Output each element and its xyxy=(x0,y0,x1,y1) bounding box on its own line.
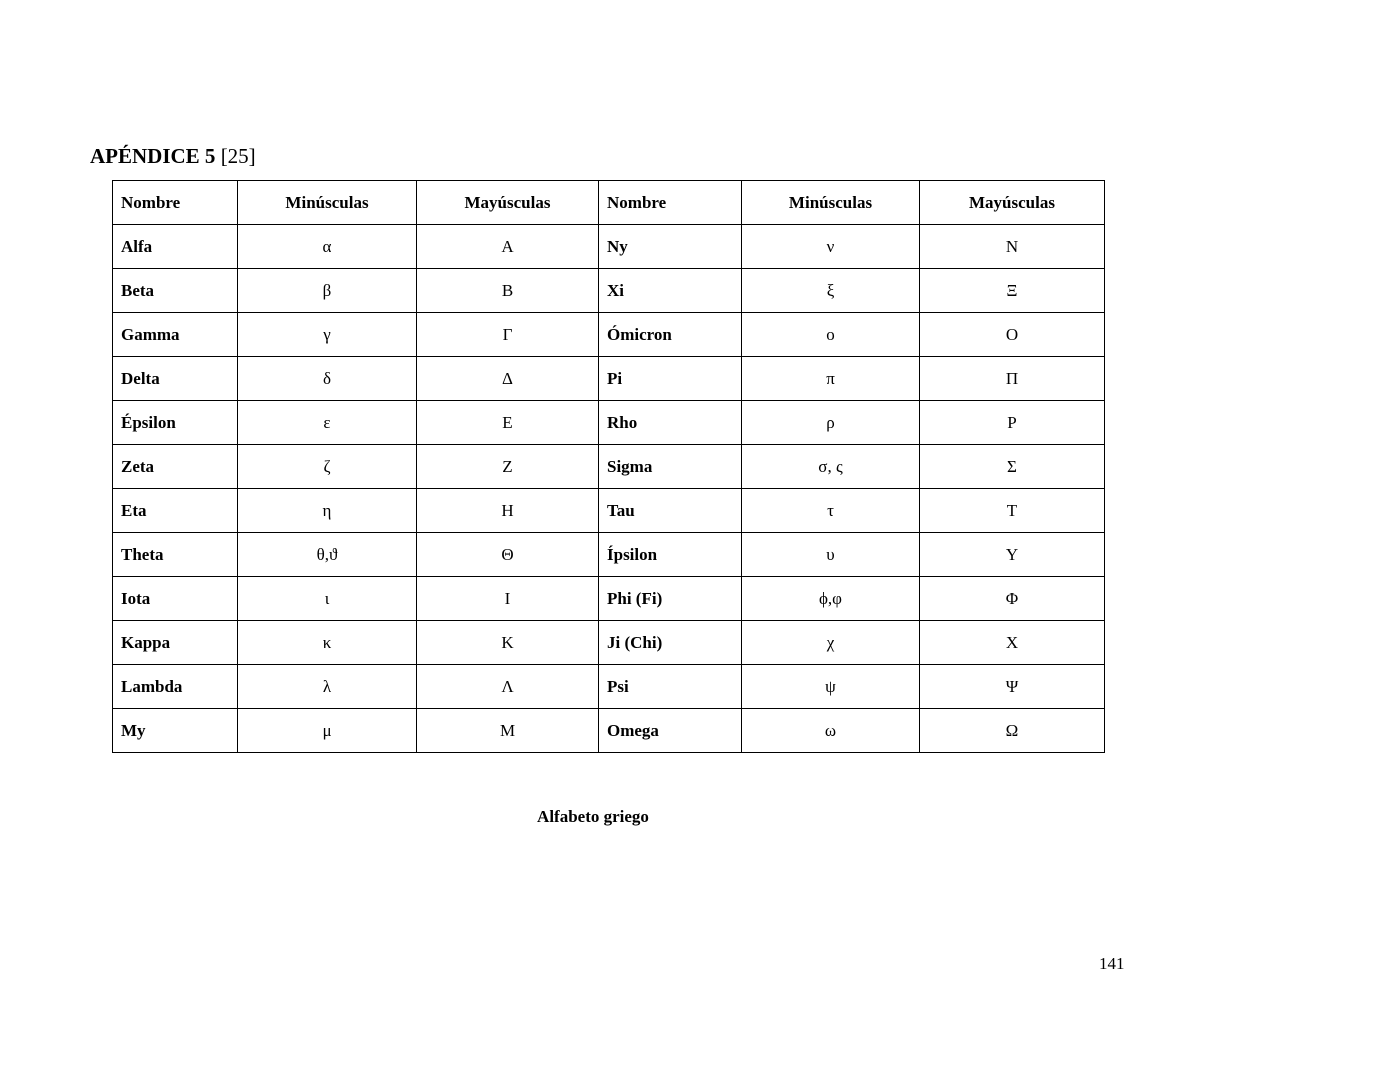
letter-name-cell: Ji (Chi) xyxy=(599,621,742,665)
lowercase-cell: λ xyxy=(238,665,417,709)
lowercase-cell: χ xyxy=(742,621,920,665)
letter-name-cell: Xi xyxy=(599,269,742,313)
letter-name-cell: Psi xyxy=(599,665,742,709)
lowercase-cell: ϕ,φ xyxy=(742,577,920,621)
uppercase-cell: Δ xyxy=(417,357,599,401)
letter-name-cell: Sigma xyxy=(599,445,742,489)
uppercase-cell: T xyxy=(920,489,1105,533)
lowercase-cell: α xyxy=(238,225,417,269)
letter-name-cell: Zeta xyxy=(113,445,238,489)
letter-name-cell: Theta xyxy=(113,533,238,577)
lowercase-cell: θ,ϑ xyxy=(238,533,417,577)
lowercase-cell: β xyxy=(238,269,417,313)
letter-name-cell: Phi (Fi) xyxy=(599,577,742,621)
page-number: 141 xyxy=(1099,954,1125,973)
table-row xyxy=(113,621,1105,665)
uppercase-cell: I xyxy=(417,577,599,621)
uppercase-cell: N xyxy=(920,225,1105,269)
table-row xyxy=(113,269,1105,313)
uppercase-cell: K xyxy=(417,621,599,665)
uppercase-cell: H xyxy=(417,489,599,533)
uppercase-cell: Y xyxy=(920,533,1105,577)
table-row xyxy=(113,225,1105,269)
lowercase-cell: ψ xyxy=(742,665,920,709)
uppercase-cell: Ξ xyxy=(920,269,1105,313)
letter-name-cell: Tau xyxy=(599,489,742,533)
table-row xyxy=(113,445,1105,489)
table-row xyxy=(113,665,1105,709)
table-row xyxy=(113,709,1105,753)
lowercase-cell: ι xyxy=(238,577,417,621)
lowercase-cell: υ xyxy=(742,533,920,577)
table-row xyxy=(113,357,1105,401)
lowercase-cell: ξ xyxy=(742,269,920,313)
letter-name-cell: Eta xyxy=(113,489,238,533)
uppercase-cell: X xyxy=(920,621,1105,665)
table-row xyxy=(113,533,1105,577)
lowercase-cell: ο xyxy=(742,313,920,357)
header-name-2: Nombre xyxy=(599,181,742,225)
letter-name-cell: Ny xyxy=(599,225,742,269)
letter-name-cell: Iota xyxy=(113,577,238,621)
uppercase-cell: P xyxy=(920,401,1105,445)
uppercase-cell: Φ xyxy=(920,577,1105,621)
lowercase-cell: ζ xyxy=(238,445,417,489)
letter-name-cell: Gamma xyxy=(113,313,238,357)
uppercase-cell: Γ xyxy=(417,313,599,357)
letter-name-cell: Rho xyxy=(599,401,742,445)
uppercase-cell: Ψ xyxy=(920,665,1105,709)
appendix-heading xyxy=(90,143,256,169)
uppercase-cell: Θ xyxy=(417,533,599,577)
letter-name-cell: Delta xyxy=(113,357,238,401)
header-lowercase-2: Minúsculas xyxy=(742,181,920,225)
uppercase-cell: M xyxy=(417,709,599,753)
lowercase-cell: κ xyxy=(238,621,417,665)
lowercase-cell: π xyxy=(742,357,920,401)
letter-name-cell: Ómicron xyxy=(599,313,742,357)
lowercase-cell: σ, ς xyxy=(742,445,920,489)
uppercase-cell: Π xyxy=(920,357,1105,401)
lowercase-cell: ν xyxy=(742,225,920,269)
header-uppercase-1: Mayúsculas xyxy=(417,181,599,225)
letter-name-cell: Beta xyxy=(113,269,238,313)
letter-name-cell: Ípsilon xyxy=(599,533,742,577)
lowercase-cell: μ xyxy=(238,709,417,753)
table-row xyxy=(113,489,1105,533)
letter-name-cell: Alfa xyxy=(113,225,238,269)
uppercase-cell: Λ xyxy=(417,665,599,709)
letter-name-cell: Omega xyxy=(599,709,742,753)
header-lowercase-1: Minúsculas xyxy=(238,181,417,225)
lowercase-cell: δ xyxy=(238,357,417,401)
uppercase-cell: Z xyxy=(417,445,599,489)
lowercase-cell: ω xyxy=(742,709,920,753)
appendix-reference: [25] xyxy=(220,144,256,168)
table-row xyxy=(113,401,1105,445)
table-row xyxy=(113,313,1105,357)
lowercase-cell: γ xyxy=(238,313,417,357)
lowercase-cell: ρ xyxy=(742,401,920,445)
lowercase-cell: ε xyxy=(238,401,417,445)
letter-name-cell: Lambda xyxy=(113,665,238,709)
table-header-row xyxy=(113,181,1105,225)
letter-name-cell: My xyxy=(113,709,238,753)
letter-name-cell: Épsilon xyxy=(113,401,238,445)
uppercase-cell: B xyxy=(417,269,599,313)
table-caption: Alfabeto griego xyxy=(537,807,649,826)
uppercase-cell: O xyxy=(920,313,1105,357)
lowercase-cell: η xyxy=(238,489,417,533)
uppercase-cell: A xyxy=(417,225,599,269)
header-uppercase-2: Mayúsculas xyxy=(920,181,1105,225)
uppercase-cell: Σ xyxy=(920,445,1105,489)
uppercase-cell: E xyxy=(417,401,599,445)
header-name-1: Nombre xyxy=(113,181,238,225)
appendix-title: APÉNDICE 5 xyxy=(90,144,216,168)
table-row xyxy=(113,577,1105,621)
greek-alphabet-table xyxy=(112,180,1105,753)
uppercase-cell: Ω xyxy=(920,709,1105,753)
letter-name-cell: Kappa xyxy=(113,621,238,665)
lowercase-cell: τ xyxy=(742,489,920,533)
letter-name-cell: Pi xyxy=(599,357,742,401)
